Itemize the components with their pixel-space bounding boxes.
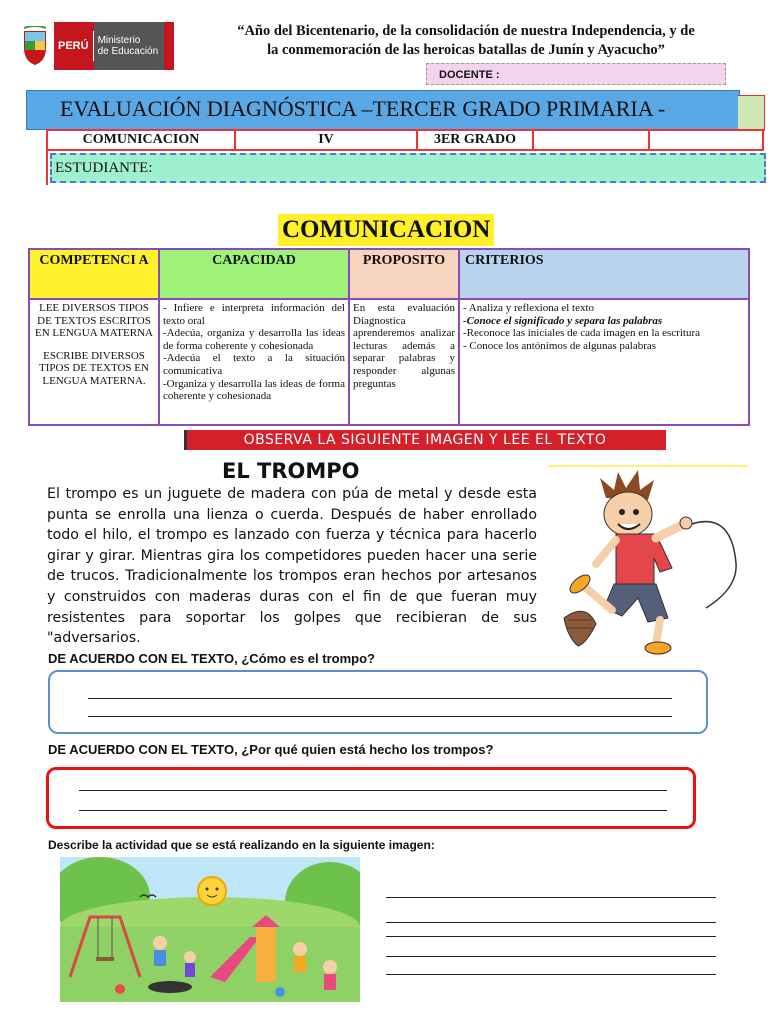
subject-cell: COMUNICACION <box>46 129 236 151</box>
section-title: COMUNICACION <box>278 214 494 246</box>
header-capacidad: CAPACIDAD <box>158 248 350 300</box>
motto-line1: “Año del Bicentenario, de la consolidación de nuestra Independencia, y de <box>237 23 695 39</box>
write-line <box>386 922 716 923</box>
answer-line <box>79 810 667 811</box>
question-1: DE ACUERDO CON EL TEXTO, ¿Cómo es el trompo? <box>48 651 375 666</box>
children-park-illustration <box>60 857 360 1002</box>
capacidad-item: - Infiere e interpreta información del texto oral <box>163 302 345 327</box>
docente-field[interactable]: DOCENTE : <box>426 63 726 85</box>
criterios-cell <box>458 298 750 426</box>
title-banner-side <box>738 95 765 131</box>
header-criterios: CRITERIOS <box>458 248 750 300</box>
capacidad-item: -Adecúa, organiza y desarrolla las ideas de forma coherente y cohesionada <box>163 327 345 352</box>
logo-country: PERÚ <box>54 31 94 61</box>
answer-line <box>88 698 672 699</box>
proposito-cell: En esta evaluación Diagnostica aprenderemos analizar lecturas además a separar palabras y responder algunas preguntas <box>348 298 460 426</box>
story-text: El trompo es un juguete de madera con púa de metal y desde esta punta se enrolla una lienza o cuerda. Después de haber enrollado todo el hilo, el trompo es lanzado con fuerza y técnica para hacerlo girar y girar. Mientras gira los competidores pueden hacer una serie de trucos. Tradicionalmente los trompos eran hechos por artesanos y construidos con maderas duras con el fin de que fueran muy resistentes para soportar los golpes que recibieran de sus "adversarios. <box>47 486 537 647</box>
grade-cell: 3ER GRADO <box>416 129 534 151</box>
answer-line <box>79 790 667 791</box>
capacidad-item: -Adecúa el texto a la situación comunicativa <box>163 352 345 377</box>
story-title: EL TROMPO <box>222 459 360 483</box>
observe-banner: OBSERVA LA SIGUIENTE IMAGEN Y LEE EL TEXTO <box>184 430 666 450</box>
competencia-item: ESCRIBE DIVERSOS TIPOS DE TEXTOS EN LENGUA MATERNA. <box>39 349 149 387</box>
exam-info-row <box>46 129 764 151</box>
answer-box-2[interactable] <box>46 767 696 829</box>
page-title: EVALUACIÓN DIAGNÓSTICA –TERCER GRADO PRIMARIA - <box>60 96 666 121</box>
observe-banner-edge <box>184 430 187 450</box>
logo-ministry-line1: Ministerio <box>97 35 141 46</box>
peru-shield-icon <box>22 26 48 66</box>
criterio-item: -Conoce el significado y separa las palabras <box>463 314 663 327</box>
criterio-item: - Conoce los antónimos de algunas palabras <box>463 339 657 352</box>
header-competencia: COMPETENCI A <box>28 248 160 300</box>
student-field[interactable]: ESTUDIANTE: <box>50 153 766 183</box>
criterio-item: -Reconoce las iniciales de cada imagen en la escritura <box>463 327 700 340</box>
answer-line <box>88 716 672 717</box>
competencia-item: LEE DIVERSOS TIPOS DE TEXTOS ESCRITOS EN LENGUA MATERNA <box>35 302 153 340</box>
empty-cell-1 <box>532 129 650 151</box>
peru-ministry-badge <box>54 22 174 70</box>
question-3: Describe la actividad que se está realizando en la siguiente imagen: <box>48 838 435 852</box>
boy-spinning-top-illustration <box>556 468 752 658</box>
empty-cell-2 <box>648 129 764 151</box>
write-line <box>386 956 716 957</box>
question-2: DE ACUERDO CON EL TEXTO, ¿Por qué quien está hecho los trompos? <box>48 742 494 757</box>
competency-table <box>28 248 750 426</box>
unit-cell: IV <box>234 129 418 151</box>
criterio-item: - Analiza y reflexiona el texto <box>463 302 595 314</box>
motto-line2: la conmemoración de las heroicas batallas de Junín y Ayacucho” <box>267 42 665 58</box>
write-line <box>386 936 716 937</box>
minedu-logo <box>22 22 174 70</box>
logo-ministry-line2: de Educación <box>97 46 159 57</box>
year-motto <box>186 22 746 60</box>
logo-ministry <box>94 22 165 70</box>
answer-box-1[interactable] <box>48 670 708 734</box>
header-proposito: PROPOSITO <box>348 248 460 300</box>
write-line <box>386 897 716 898</box>
competencia-cell <box>28 298 160 426</box>
decor-line <box>548 465 748 467</box>
write-line <box>386 974 716 975</box>
capacidad-item: -Organiza y desarrolla las ideas de forma coherente y cohesionada <box>163 377 345 403</box>
capacidad-cell <box>158 298 350 426</box>
